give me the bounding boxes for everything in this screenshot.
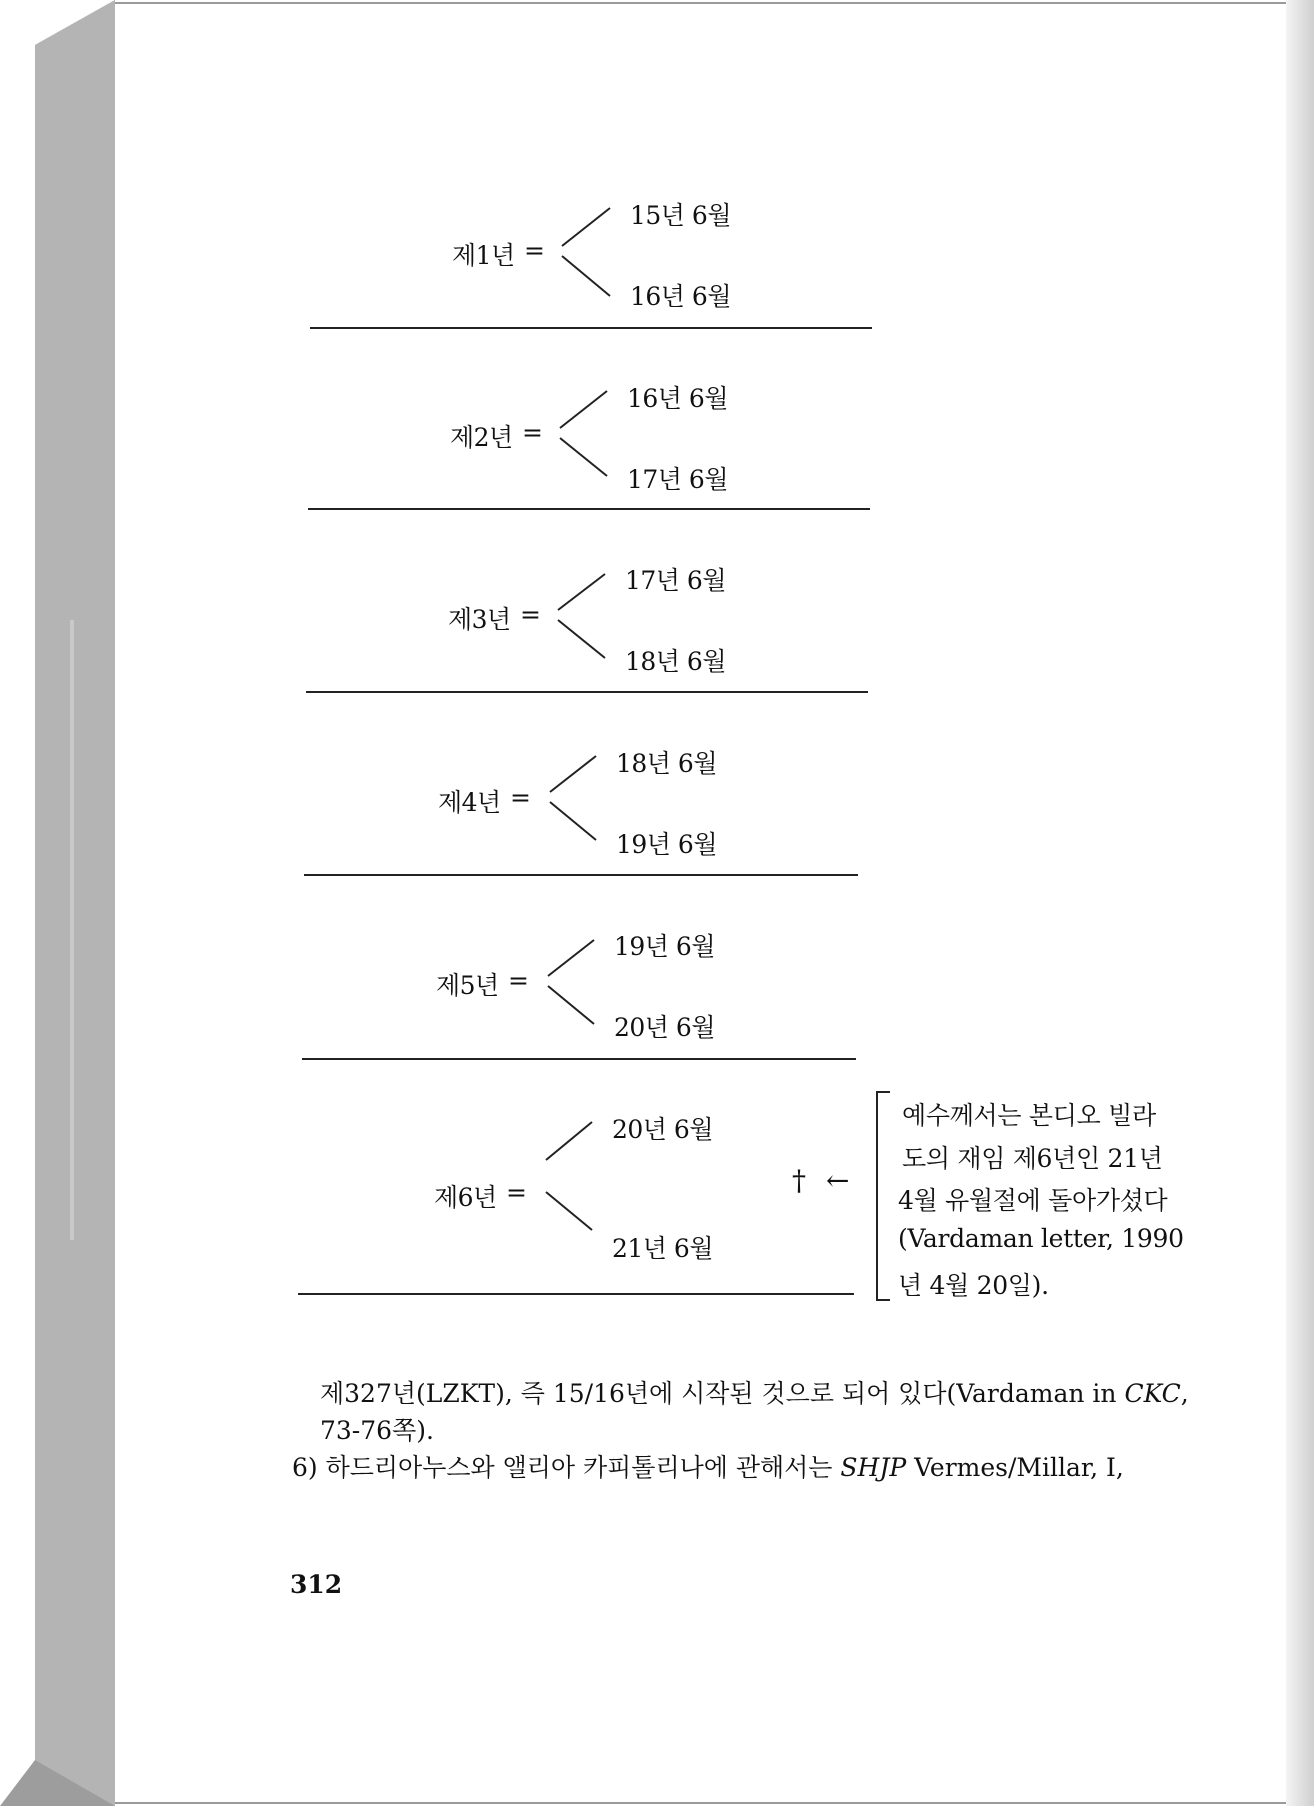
separator-line xyxy=(310,327,872,329)
separator-line xyxy=(306,691,868,693)
separator-line xyxy=(302,1058,856,1060)
date-to-1: 16년 6월 xyxy=(630,282,731,311)
separator-line xyxy=(308,508,870,510)
date-from-1: 15년 6월 xyxy=(630,201,731,230)
equals-sign-1: = xyxy=(524,236,545,265)
note-line-2: 도의 재임 제6년인 21년 xyxy=(902,1144,1163,1173)
cross-icon: † xyxy=(792,1164,806,1197)
equals-sign-4: = xyxy=(510,783,531,812)
date-from-3: 17년 6월 xyxy=(625,566,726,595)
separator-line xyxy=(298,1293,854,1295)
page xyxy=(115,2,1295,1804)
date-from-5: 19년 6월 xyxy=(614,932,715,961)
page-number: 312 xyxy=(290,1570,343,1599)
note-line-1: 예수께서는 본디오 빌라 xyxy=(902,1101,1156,1130)
year-label-3: 제3년 xyxy=(448,605,511,634)
equals-sign-2: = xyxy=(522,418,543,447)
date-to-5: 20년 6월 xyxy=(614,1013,715,1042)
date-from-4: 18년 6월 xyxy=(616,749,717,778)
year-label-2: 제2년 xyxy=(450,423,513,452)
note-line-4: (Vardaman letter, 1990 xyxy=(898,1224,1184,1253)
year-label-4: 제4년 xyxy=(438,788,501,817)
date-to-4: 19년 6월 xyxy=(616,830,717,859)
footnote-line-3: 6) 하드리아누스와 앨리아 카피톨리나에 관해서는 SHJP Vermes/Millar, Ⅰ, xyxy=(292,1453,1124,1482)
date-to-3: 18년 6월 xyxy=(625,647,726,676)
note-line-5: 년 4월 20일). xyxy=(898,1271,1049,1300)
footnote-line-1: 제327년(LZKT), 즉 15/16년에 시작된 것으로 되어 있다(Vardaman in CKC, xyxy=(320,1379,1189,1408)
separator-line xyxy=(304,874,858,876)
date-to-2: 17년 6월 xyxy=(627,465,728,494)
left-arrow-icon: ← xyxy=(826,1164,850,1197)
year-label-5: 제5년 xyxy=(436,971,499,1000)
equals-sign-6: = xyxy=(506,1178,527,1207)
date-to-6: 21년 6월 xyxy=(612,1234,713,1263)
year-label-6: 제6년 xyxy=(434,1183,497,1212)
note-bracket xyxy=(876,1091,890,1301)
equals-sign-3: = xyxy=(520,600,541,629)
equals-sign-5: = xyxy=(508,966,529,995)
note-line-3: 4월 유월절에 돌아가셨다 xyxy=(898,1186,1168,1215)
date-from-2: 16년 6월 xyxy=(627,384,728,413)
date-from-6: 20년 6월 xyxy=(612,1115,713,1144)
year-label-1: 제1년 xyxy=(452,241,515,270)
page-edge-shadow xyxy=(1286,0,1314,1806)
footnote-line-2: 73-76쪽). xyxy=(320,1416,434,1445)
